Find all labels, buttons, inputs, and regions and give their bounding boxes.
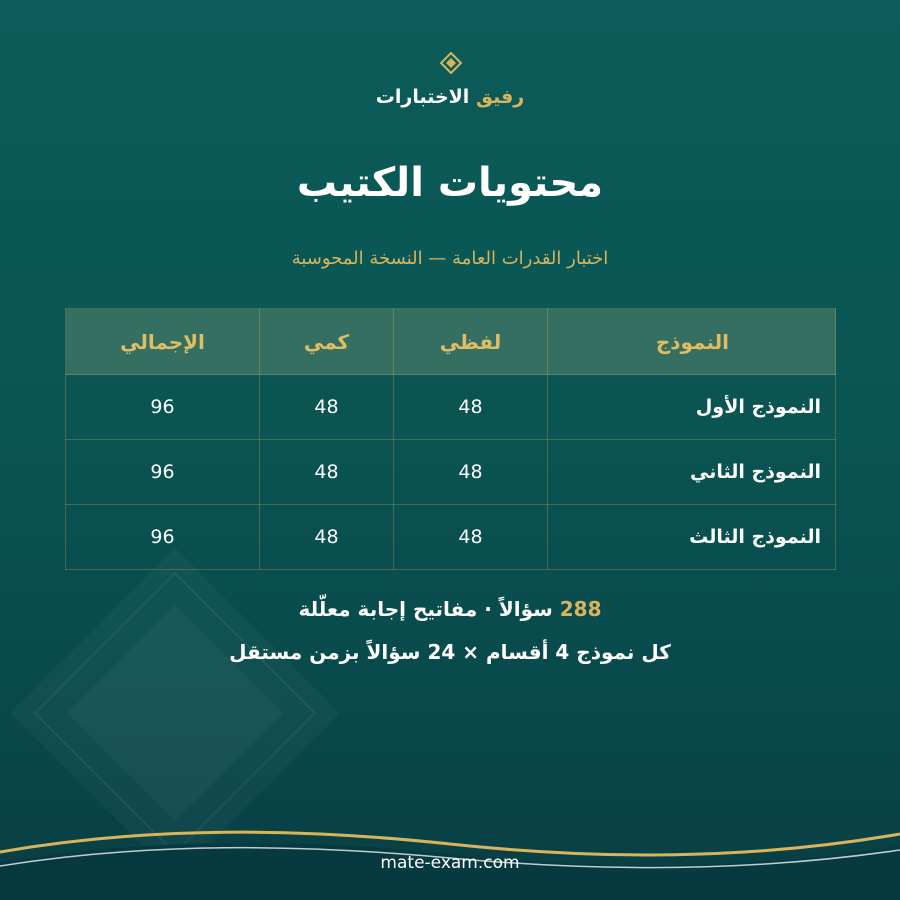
verbal-cell: 48	[394, 375, 548, 440]
quant-cell: 48	[260, 505, 394, 570]
header-verbal: لفظي	[394, 309, 548, 375]
brand-name-rest: الاختبارات	[375, 86, 470, 108]
table-row	[66, 440, 836, 505]
page-title: محتويات الكتيب	[296, 160, 604, 206]
total-cell: 96	[66, 440, 260, 505]
model-name-cell: النموذج الثاني	[548, 440, 836, 505]
brand-name-accent: رفيق	[475, 86, 525, 108]
model-name-cell: النموذج الثالث	[548, 505, 836, 570]
header-quant: كمي	[260, 309, 394, 375]
verbal-cell: 48	[394, 440, 548, 505]
question-count: 288	[559, 597, 602, 621]
summary-line-1-text: سؤالاً · مفاتيح إجابة معلّلة	[298, 597, 553, 621]
header-model: النموذج	[548, 309, 836, 375]
contents-table	[65, 308, 836, 570]
summary-line-1	[0, 597, 900, 621]
total-cell: 96	[66, 375, 260, 440]
quant-cell: 48	[260, 440, 394, 505]
diamond-icon	[440, 52, 462, 74]
page-subtitle: اختبار القدرات العامة — النسخة المحوسبة	[291, 248, 609, 269]
website-url: mate-exam.com	[380, 853, 520, 873]
table-row	[66, 505, 836, 570]
total-cell: 96	[66, 505, 260, 570]
model-name-cell: النموذج الأول	[548, 375, 836, 440]
brand-name	[0, 86, 900, 108]
verbal-cell: 48	[394, 505, 548, 570]
table-header-row	[66, 309, 836, 375]
header-total: الإجمالي	[66, 309, 260, 375]
quant-cell: 48	[260, 375, 394, 440]
table-row	[66, 375, 836, 440]
summary-line-2: كل نموذج 4 أقسام × 24 سؤالاً بزمن مستقل	[229, 640, 671, 664]
